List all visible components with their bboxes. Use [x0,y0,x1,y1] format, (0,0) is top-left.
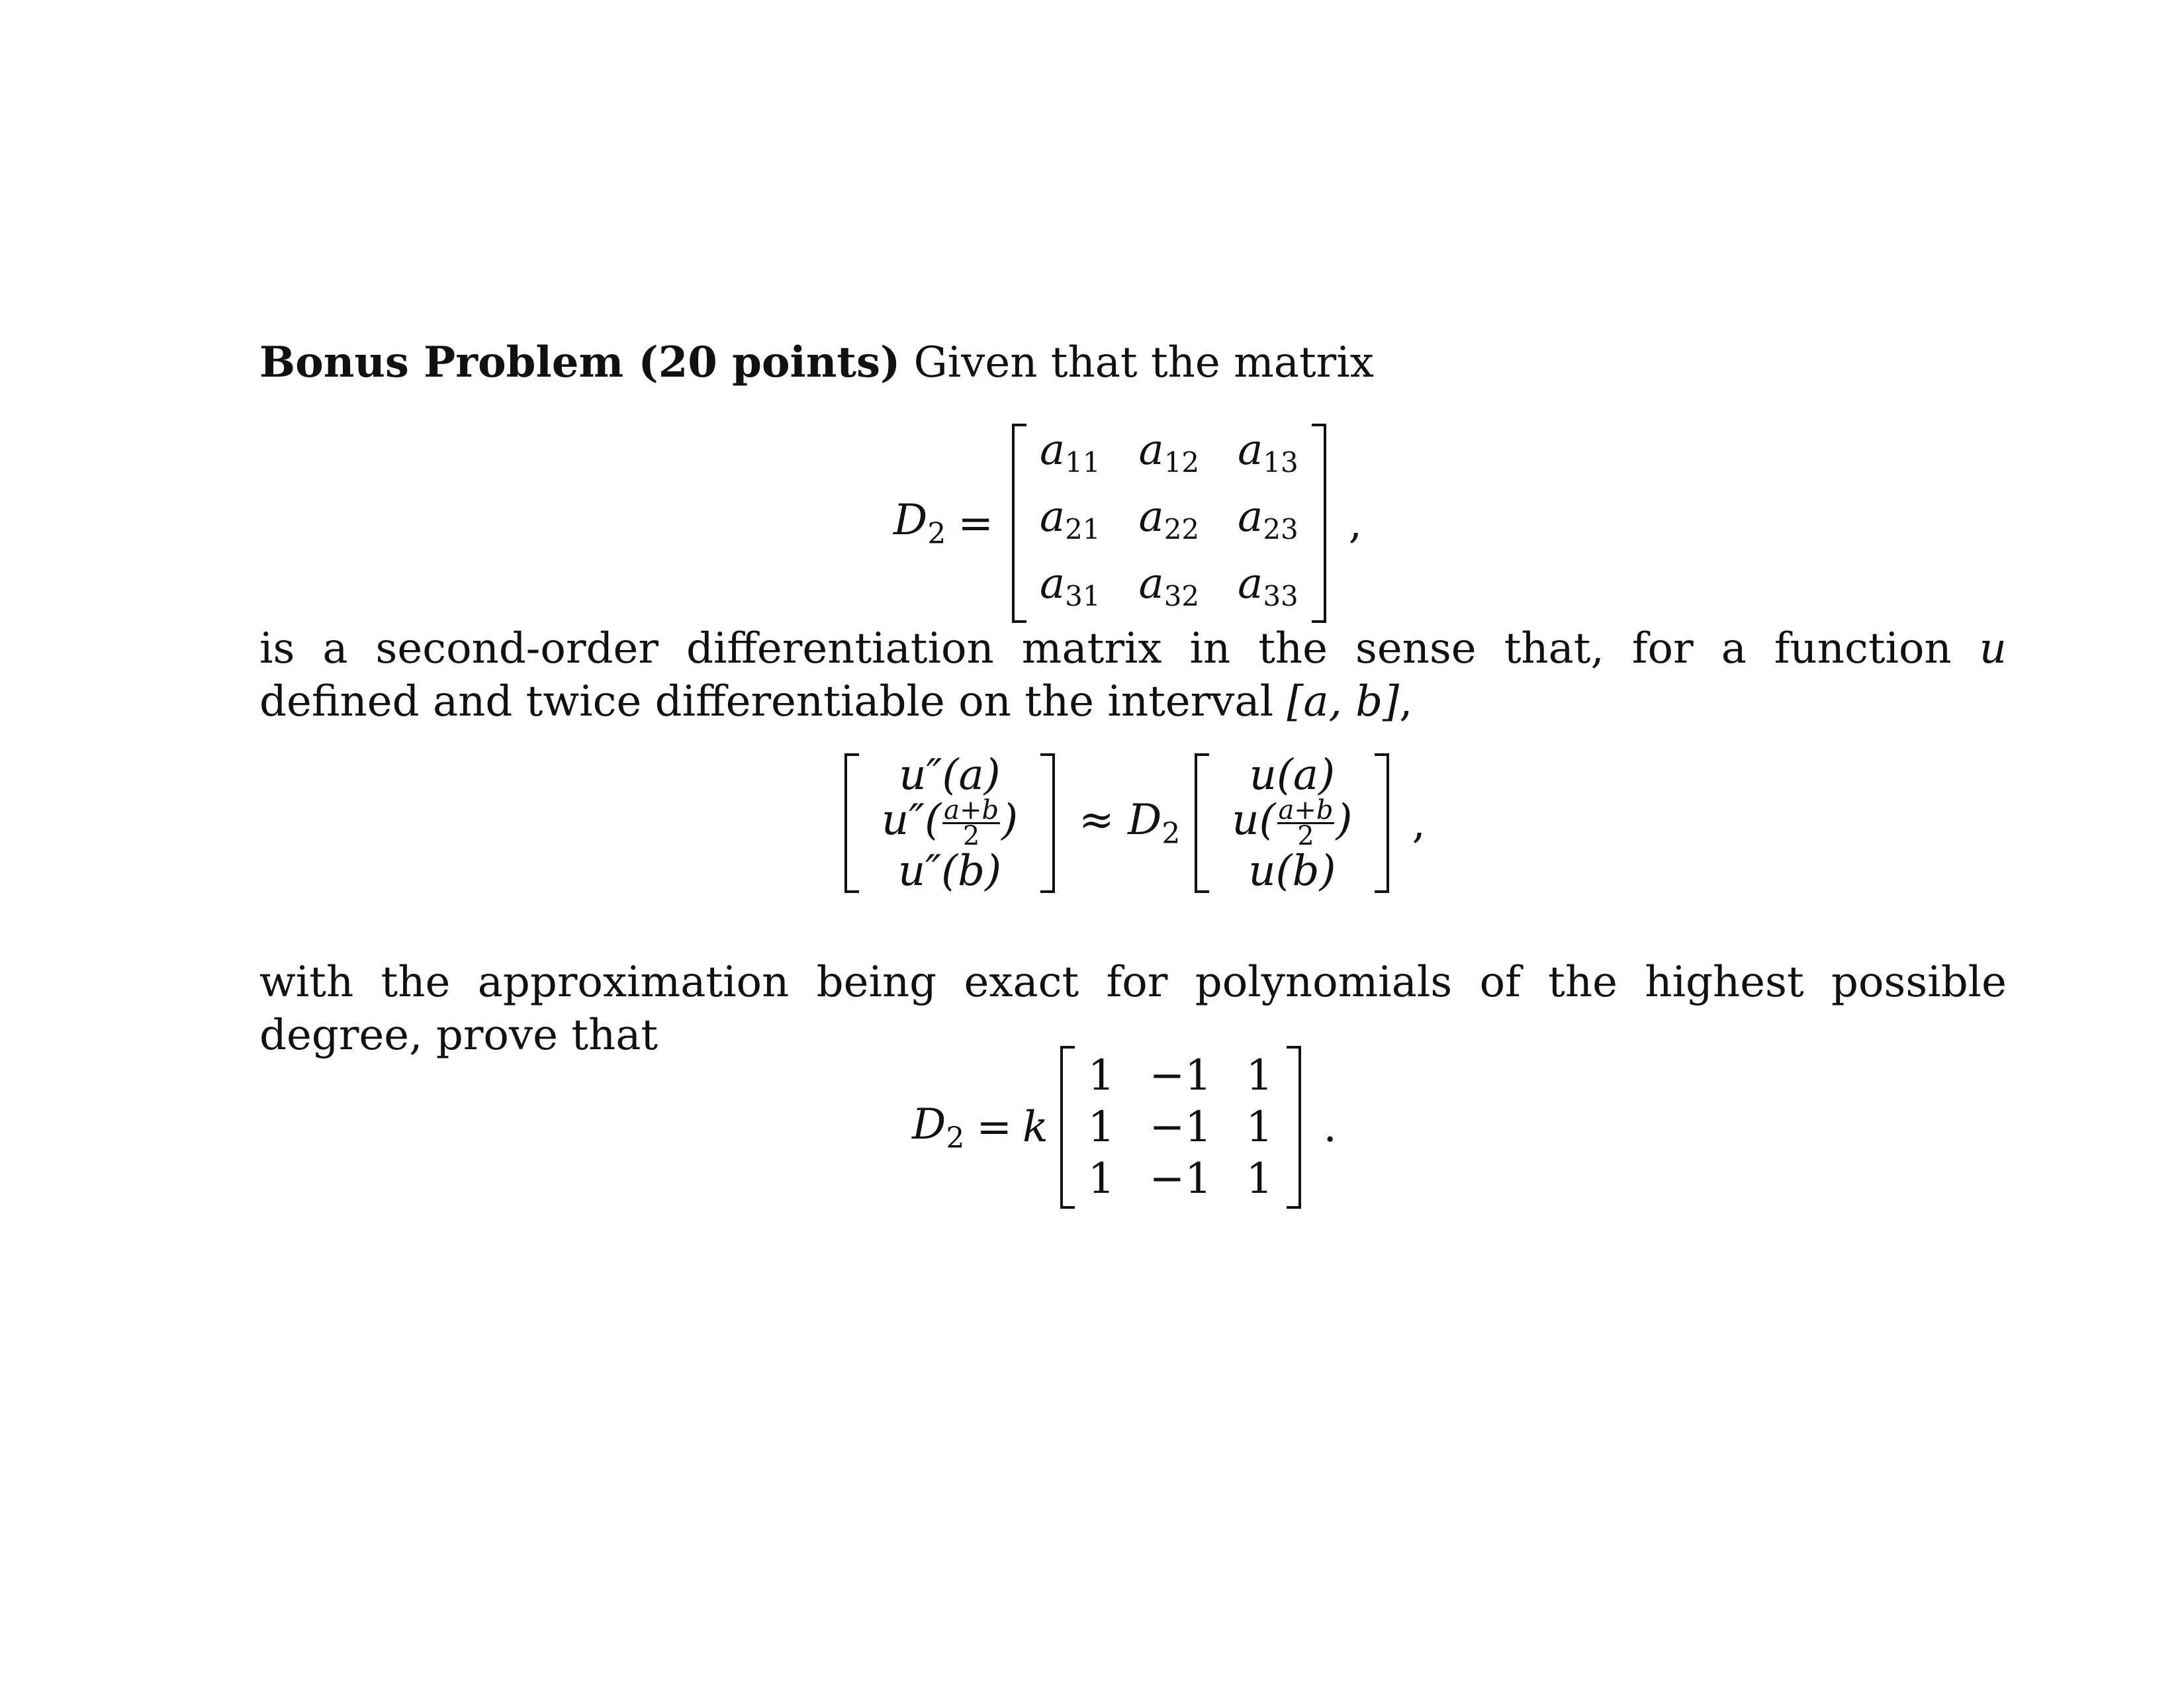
vector-entry: u(a) [1249,751,1336,800]
definition-paragraph: is a second-order differentiation matrix in the sense that, for a function u defined and twice differentiable on the interval [a, b], [259,624,2007,726]
matrix-cell: −1 [1149,1103,1212,1152]
left-bracket [1012,424,1026,623]
equation-result [912,1046,1337,1209]
matrix-cell: a11 [1039,426,1101,479]
right-bracket [1375,753,1389,893]
matrix-cell: a33 [1238,559,1298,612]
function-value-vector [1195,751,1389,896]
matrix-cell: a31 [1039,559,1101,612]
fraction: $\frac{a+b}{2}$ [1278,795,1334,851]
eq3-period: . [1323,1103,1337,1152]
eq1-lhs: $D_2$ [893,496,946,551]
matrix-cell: a23 [1238,492,1298,545]
right-bracket [1040,753,1055,893]
matrix-cell: 1 [1087,1051,1115,1100]
scalar-k: k [1022,1103,1048,1152]
approx-operator: ≈ $D_2$ [1079,796,1181,851]
vector-entry: u″(a) [899,751,1001,800]
matrix-cell: a12 [1138,426,1200,479]
second-derivative-vector [844,751,1055,896]
matrix-cell: 1 [1087,1154,1115,1203]
fraction: $\frac{a+b}{2}$ [944,795,999,851]
left-bracket [1060,1046,1075,1209]
interval: [a, b] [1287,677,1400,726]
result-matrix-grid [1075,1046,1287,1209]
matrix-cell: 1 [1246,1103,1273,1152]
matrix-cell: a13 [1238,426,1298,479]
result-matrix [1060,1046,1301,1209]
eq1-comma: , [1348,498,1363,548]
matrix-a [1012,424,1326,623]
intro-text: Given that the matrix [913,338,1374,387]
vector-entry: u(b) [1248,847,1336,896]
matrix-cell: a21 [1039,492,1101,545]
problem-heading: Bonus Problem (20 points) [259,338,901,387]
eq2-comma: , [1412,798,1426,848]
matrix-a-grid [1026,424,1312,623]
matrix-cell: a22 [1138,492,1200,545]
vector-entry: u″(b) [898,847,1002,896]
matrix-cell: a32 [1138,559,1200,612]
eq3-lhs: $D_2$ [912,1100,965,1155]
matrix-cell: 1 [1087,1103,1115,1152]
vector-entry: u″( $\frac{a+b}{2}$ ) [882,795,1019,851]
matrix-cell: 1 [1246,1154,1273,1203]
right-bracket [1287,1046,1301,1209]
vector-entry: u( $\frac{a+b}{2}$ ) [1232,795,1353,851]
matrix-cell: −1 [1149,1154,1212,1203]
left-bracket [1195,753,1209,893]
eq1-equals: = [958,498,993,548]
function-variable: u [1979,624,2007,673]
eq3-equals: = [976,1103,1012,1152]
proof-prompt-paragraph: with the approximation being exact for polynomials of the highest possible degree, prove that [259,958,2007,1060]
matrix-cell: 1 [1246,1051,1273,1100]
equation-approximation [835,751,1426,896]
matrix-cell: −1 [1149,1051,1212,1100]
equation-d2-definition [893,424,1362,623]
left-bracket [844,753,859,893]
intro-paragraph [259,336,2007,389]
right-bracket [1312,424,1326,623]
